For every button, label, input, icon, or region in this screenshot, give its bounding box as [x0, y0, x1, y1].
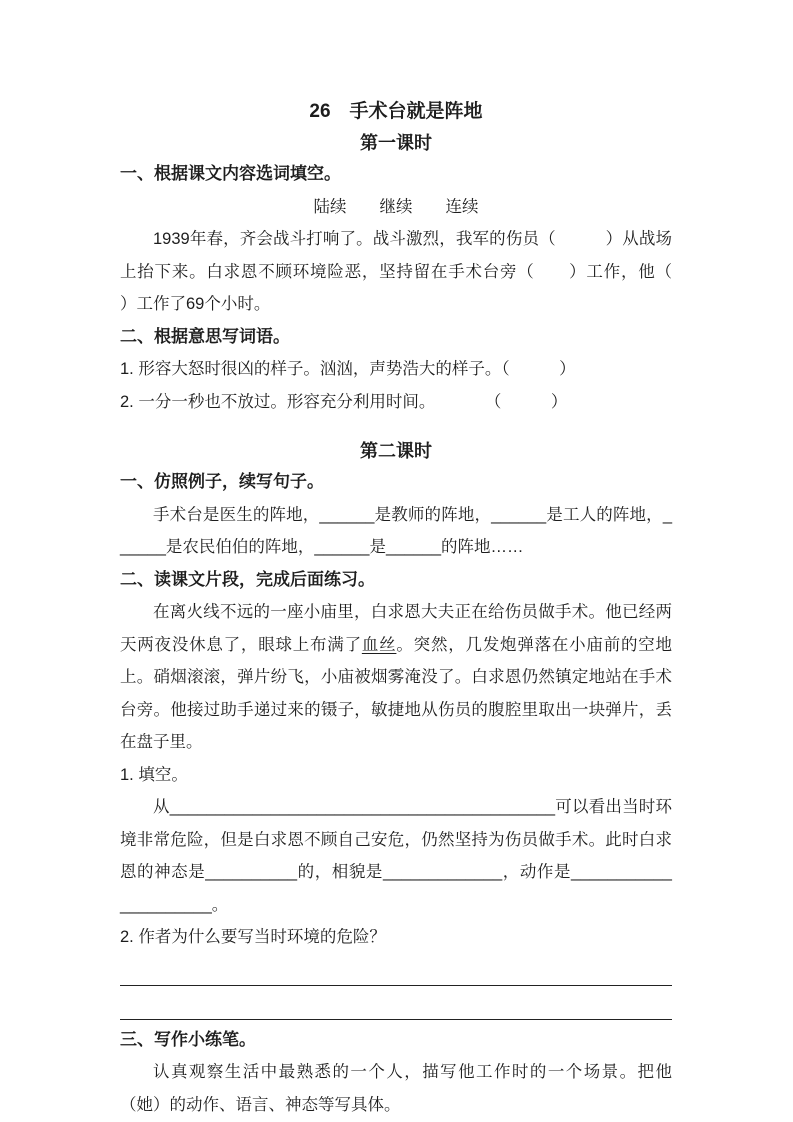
question1-fill-blank: 从__________________________________________可以看出当时环境非常危险，但是白求恩不顾自己安危，仍然坚持为伤员做手术。此时白求恩的神态是__________的，相貌是_____________，动作是_____________________。 — [120, 798, 672, 914]
lesson2-section3-heading: 三、写作小练笔。 — [120, 1029, 256, 1049]
definition-item-2: 2. 一分一秒也不放过。形容充分利用时间。 （ ） — [120, 392, 568, 411]
answer-area — [120, 954, 672, 1020]
lesson2-section2-heading: 二、读课文片段，完成后面练习。 — [120, 569, 375, 589]
word-bank: 陆续 继续 连续 — [313, 197, 479, 216]
lesson2-heading: 第二课时 — [360, 441, 432, 461]
reading-passage-text: 在离火线不远的一座小庙里，白求恩大夫正在给伤员做手术。他已经两天两夜没休息了，眼球上布满了 — [120, 603, 672, 654]
answer-line — [120, 954, 672, 986]
page-title: 26 手术台就是阵地 — [309, 101, 483, 122]
lesson1-heading: 第一课时 — [360, 133, 432, 153]
lesson1-fill-blank-passage: 1939年春，齐会战斗打响了。战斗激烈，我军的伤员（ ）从战场上抬下来。白求恩不顾环境险恶，坚持留在手术台旁（ ）工作，他（ ）工作了69个小时。 — [120, 230, 705, 313]
writing-task: 认真观察生活中最熟悉的一个人，描写他工作时的一个场景。把他（她）的动作、语言、神态等写具体。 — [120, 1063, 672, 1114]
lesson1-section1-heading: 一、根据课文内容选词填空。 — [120, 164, 341, 183]
reading-passage — [120, 596, 672, 759]
question1-label: 1. 填空。 — [120, 765, 188, 784]
sentence-completion: 手术台是医生的阵地，______是教师的阵地，______是工人的阵地，______是农民伯伯的阵地，______是______的阵地…… — [120, 505, 672, 556]
lesson1-section2-heading: 二、根据意思写词语。 — [120, 326, 290, 346]
answer-line — [120, 986, 672, 1020]
reading-passage-text: 。突然，几发炮弹落在小庙前的空地上。硝烟滚滚，弹片纷飞，小庙被烟雾淹没了。白求恩仍然镇定地站在手术台旁。他接过助手递过来的镊子，敏捷地从伤员的腹腔里取出一块弹片，丢在盘子里。 — [120, 635, 673, 751]
lesson2-section1-heading: 一、仿照例子，续写句子。 — [120, 472, 324, 491]
definition-item-1: 1. 形容大怒时很凶的样子。汹汹，声势浩大的样子。（ ） — [120, 360, 576, 378]
question2-text: 2. 作者为什么要写当时环境的危险？ — [120, 928, 386, 946]
underlined-term: 血丝 — [361, 635, 397, 654]
